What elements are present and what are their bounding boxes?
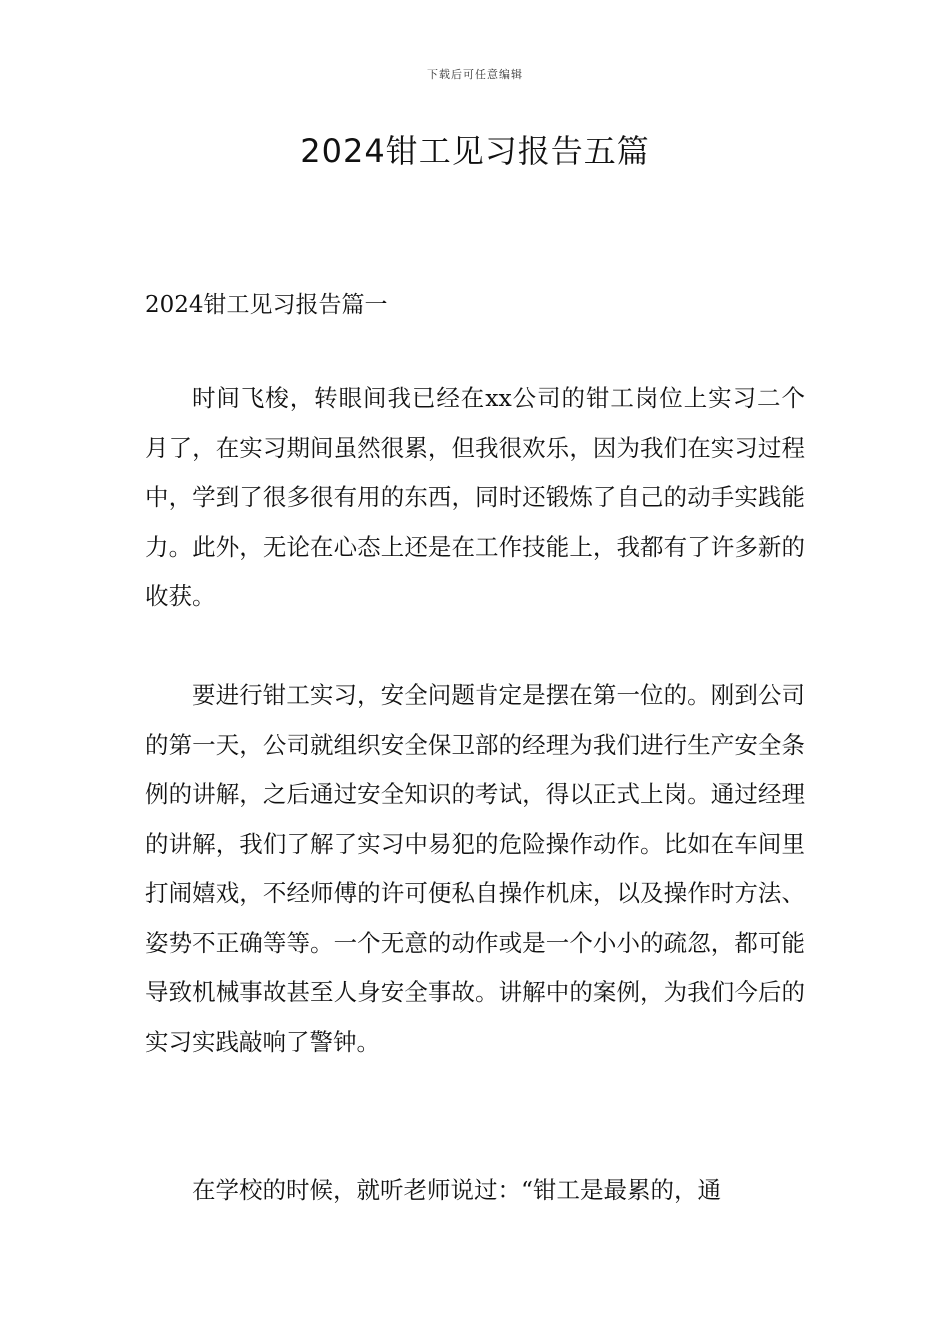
header-note: 下载后可任意编辑 — [427, 68, 523, 81]
paragraph-1: 时间飞梭，转眼间我已经在xx公司的钳工岗位上实习二个月了，在实习期间虽然很累，但我很欢乐，因为我们在实习过程中，学到了很多很有用的东西，同时还锻炼了自己的动手实践能力。此外，无论在心态上还是在工作技能上，我都有了许多新的收获。 — [145, 384, 805, 610]
paragraph-2: 要进行钳工实习，安全问题肯定是摆在第一位的。刚到公司的第一天，公司就组织安全保卫部的经理为我们进行生产安全条例的讲解，之后通过安全知识的考试，得以正式上岗。通过经理的讲解，我们了解了实习中易犯的危险操作动作。比如在车间里打闹嬉戏，不经师傅的许可便私自操作机床，以及操作时方法、姿势不正确等等。一个无意的动作或是一个小小的疏忽，都可能导致机械事故甚至人身安全事故。讲解中的案例，为我们今后的实习实践敲响了警钟。 — [145, 681, 805, 1056]
section-heading: 2024钳工见习报告篇一 — [145, 292, 388, 318]
document-title: 2024钳工见习报告五篇 — [300, 132, 650, 170]
paragraph-3: 在学校的时候，就听老师说过：“钳工是最累的，通 — [192, 1176, 722, 1204]
